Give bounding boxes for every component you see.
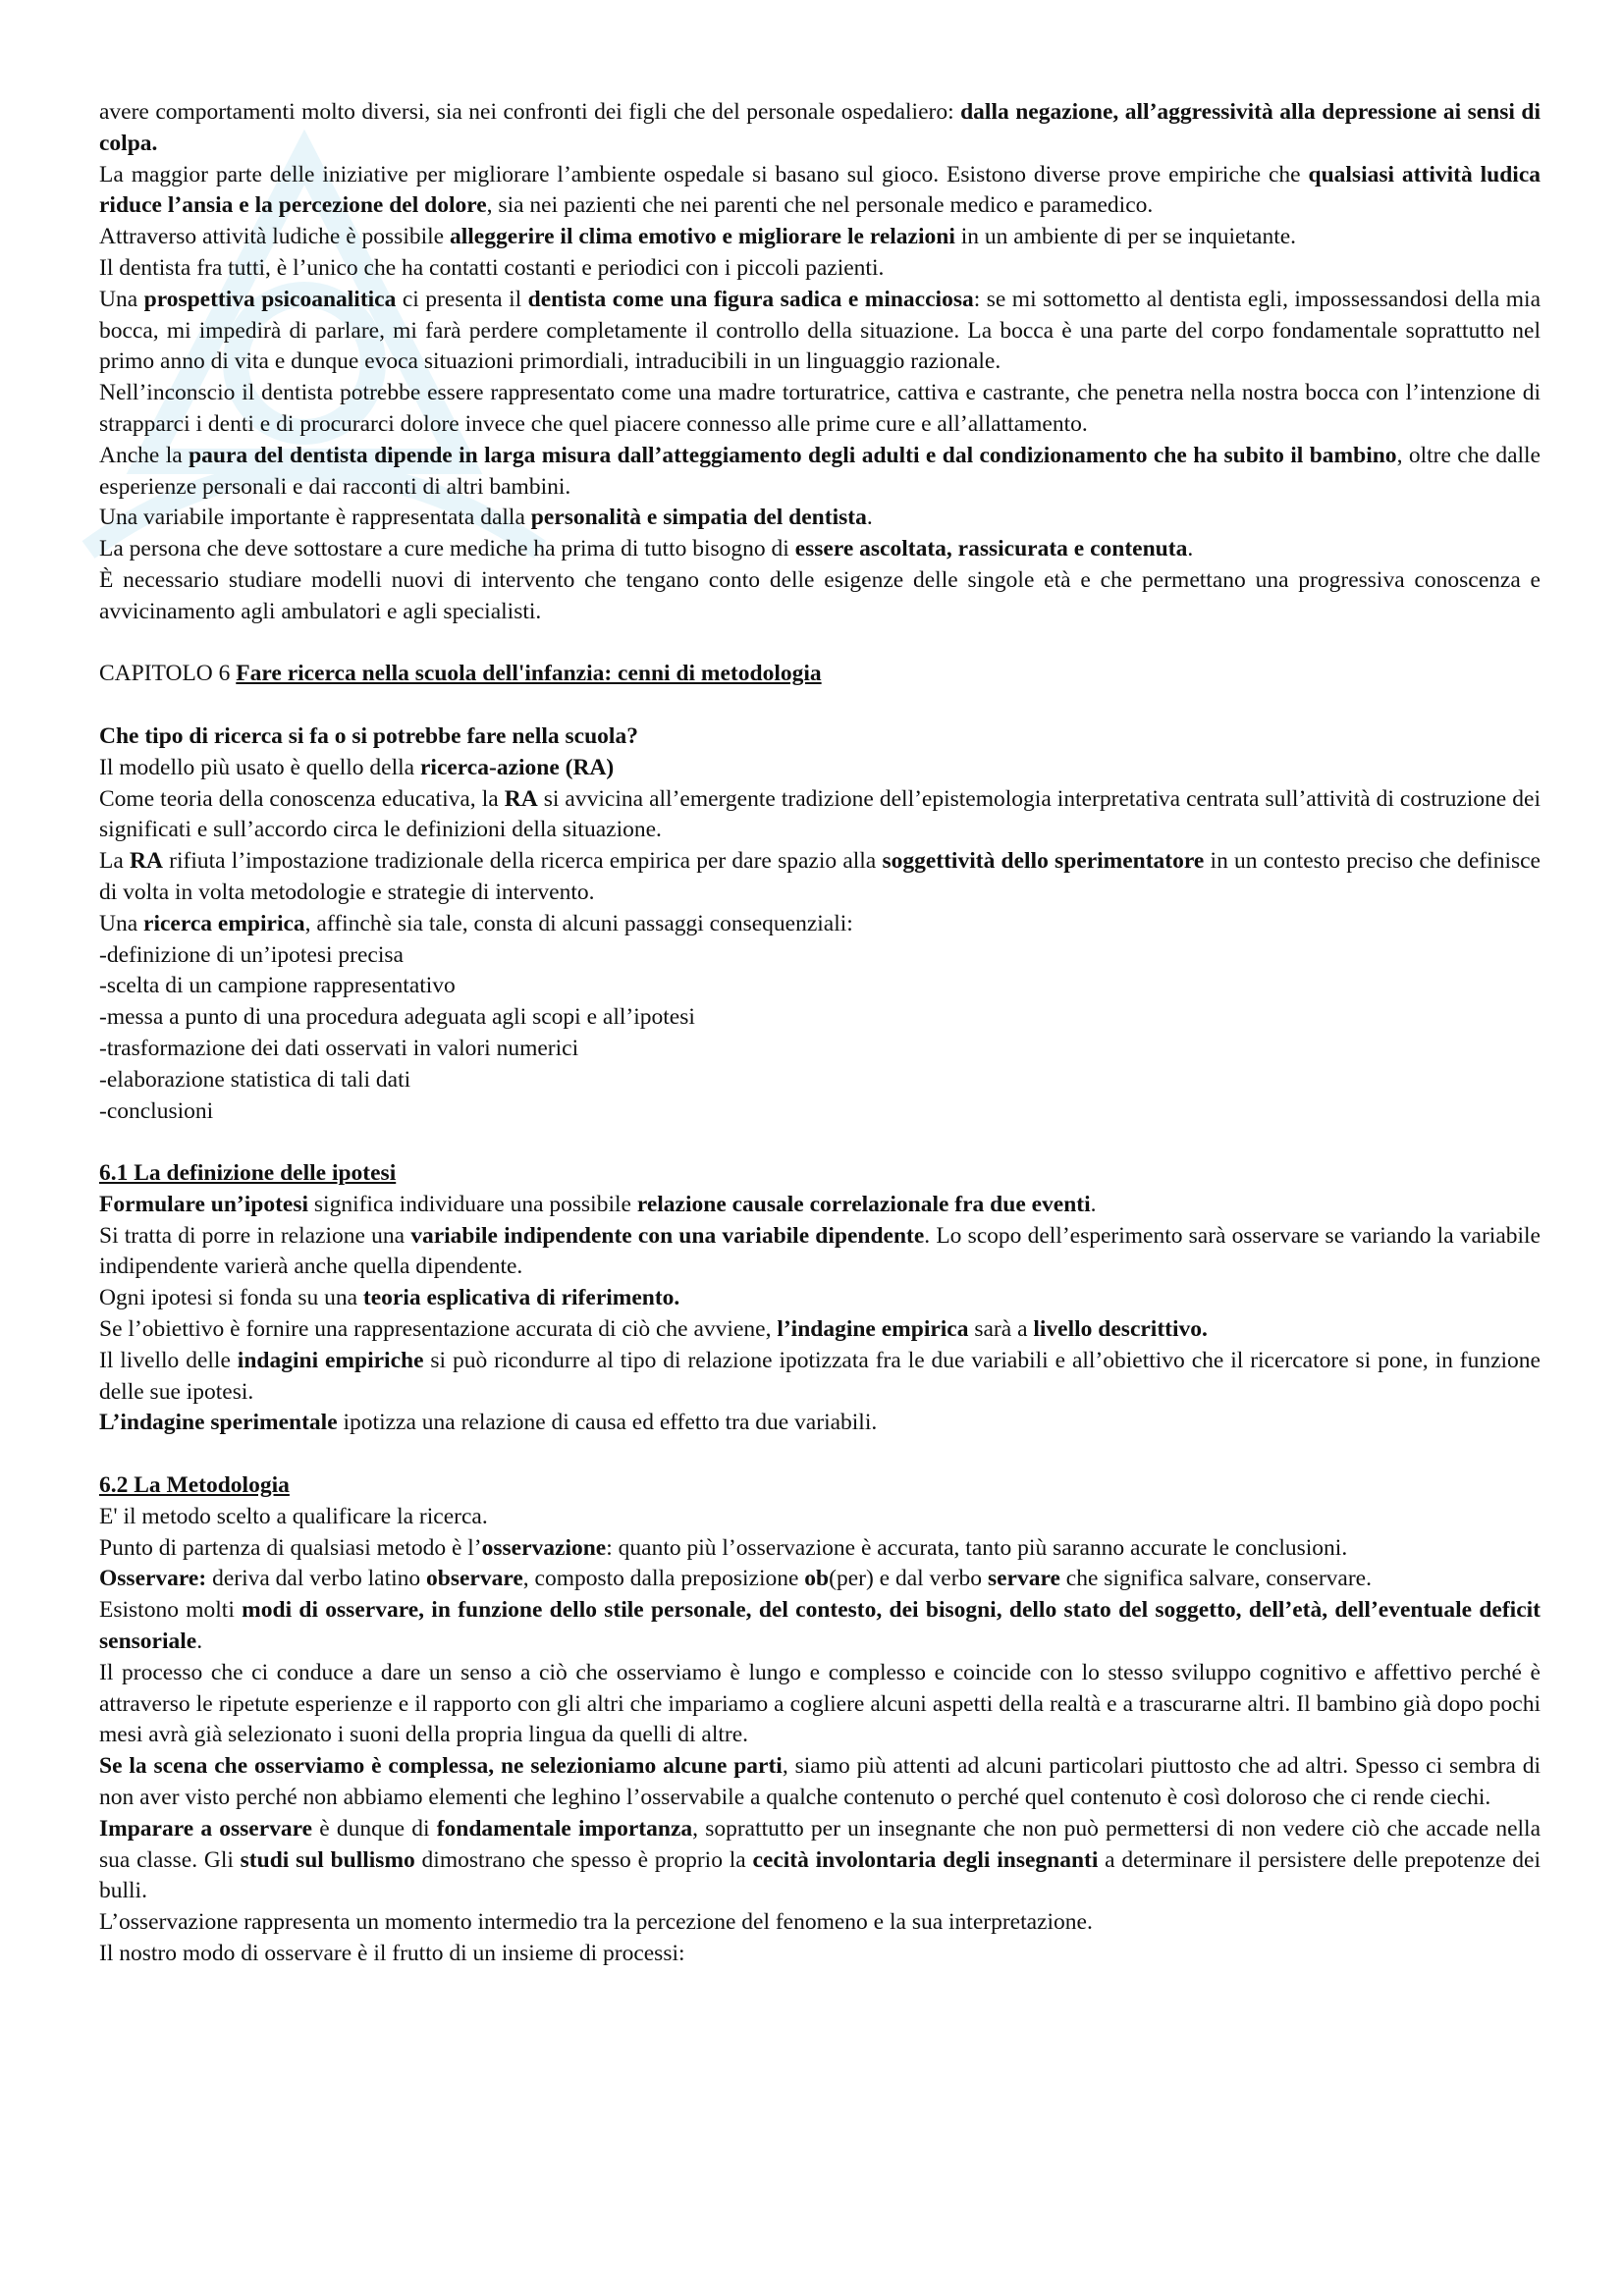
paragraph: Anche la paura del dentista dipende in larga misura dall’atteggiamento degli adulti e dal condizionamento che ha subito il bambino, oltre che dalle esperienze personali e dai racconti di altri bambini. xyxy=(99,442,1541,500)
paragraph: Imparare a osservare è dunque di fondamentale importanza, soprattutto per un insegnante che non può permettersi di non vedere ciò che accade nella sua classe. Gli studi sul bullismo dimostrano che spesso è proprio la cecità involontaria degli insegnanti a determinare il persistere delle prepotenze dei bulli. xyxy=(99,1815,1542,1904)
paragraph: L’indagine sperimentale ipotizza una relazione di causa ed effetto tra due variabili. xyxy=(99,1410,878,1436)
paragraph: Il processo che ci conduce a dare un senso a ciò che osserviamo è lungo e complesso e coincide con lo stesso sviluppo cognitivo e affettivo perché è attraverso le ripetute esperienze e il rapporto con gli altri che impariamo a cogliere alcuni aspetti della realtà e a trascurarne altri. Il bambino già dopo pochi mesi avrà già selezionato i suoni della propria lingua da quelli di altre. xyxy=(99,1659,1541,1748)
document-page xyxy=(99,97,1541,1970)
paragraph: La maggior parte delle iniziative per migliorare l’ambiente ospedale si basano sul gioco. Esistono diverse prove empiriche che qualsiasi attività ludica riduce l’ansia e la percezione del dolore, sia nei pazienti che nei parenti che nel personale medico e paramedico. xyxy=(99,161,1542,219)
paragraph: È necessario studiare modelli nuovi di intervento che tengano conto delle esigenze delle singole età e che permettano una progressiva conoscenza e avvicinamento agli ambulatori e agli specialisti. xyxy=(99,566,1541,624)
section-heading-6-2: 6.2 La Metodologia xyxy=(99,1472,290,1499)
paragraph: Come teoria della conoscenza educativa, la RA si avvicina all’emergente tradizione dell’epistemologia interpretativa centrata sull’attività di costruzione dei significati e sull’accordo circa le definizioni della situazione. xyxy=(99,785,1541,843)
paragraph: Il nostro modo di osservare è il frutto di un insieme di processi: xyxy=(99,1941,685,1967)
paragraph: Esistono molti modi di osservare, in funzione dello stile personale, del contesto, dei bisogni, dello stato del soggetto, dell’età, dell’eventuale deficit sensoriale. xyxy=(99,1597,1541,1655)
list-item: -scelta di un campione rappresentativo xyxy=(99,973,456,999)
paragraph: La RA rifiuta l’impostazione tradizionale della ricerca empirica per dare spazio alla soggettività dello sperimentatore in un contesto preciso che definisce di volta in volta metodologie e strategie di intervento. xyxy=(99,848,1541,905)
list-item: -messa a punto di una procedura adeguata agli scopi e all’ipotesi xyxy=(99,1004,695,1031)
paragraph: E' il metodo scelto a qualificare la ricerca. xyxy=(99,1503,488,1529)
paragraph: La persona che deve sottostare a cure mediche ha prima di tutto bisogno di essere ascoltata, rassicurata e contenuta. xyxy=(99,536,1194,562)
paragraph: Il livello delle indagini empiriche si può ricondurre al tipo di relazione ipotizzata fra le due variabili e all’obiettivo che il ricercatore si pone, in funzione delle sue ipotesi. xyxy=(99,1347,1541,1405)
chapter-title: Fare ricerca nella scuola dell'infanzia: cenni di metodologia xyxy=(236,661,822,687)
paragraph: Una variabile importante è rappresentata dalla personalità e simpatia del dentista. xyxy=(99,505,873,531)
chapter-heading xyxy=(99,659,1541,690)
paragraph: Attraverso attività ludiche è possibile alleggerire il clima emotivo e migliorare le relazioni in un ambiente di per se inquietante. xyxy=(99,224,1297,250)
paragraph: Se la scena che osserviamo è complessa, ne selezioniamo alcune parti, siamo più attenti ad alcuni particolari piuttosto che ad altri. Spesso ci sembra di non aver visto perché non abbiamo elementi che leghino l’osservabile a qualche contenuto o perché quel contenuto è così doloroso che ci rende ciechi. xyxy=(99,1753,1541,1811)
paragraph: Una ricerca empirica, affinchè sia tale, consta di alcuni passaggi consequenziali: xyxy=(99,910,853,936)
list-item: -definizione di un’ipotesi precisa xyxy=(99,941,404,968)
paragraph: Se l’obiettivo è fornire una rappresentazione accurata di ciò che avviene, l’indagine empirica sarà a livello descrittivo. xyxy=(99,1316,1208,1343)
paragraph: Una prospettiva psicoanalitica ci presenta il dentista come una figura sadica e minacciosa: se mi sottometto al dentista egli, impossessandosi della mia bocca, mi impedirà di parlare, mi farà perdere completamente il controllo della situazione. La bocca è una parte del corpo fondamentale soprattutto nel primo anno di vita e dunque evoca situazioni primordiali, intraducibili in un linguaggio razionale. xyxy=(99,286,1541,375)
section-heading-6-1: 6.1 La definizione delle ipotesi xyxy=(99,1160,397,1187)
paragraph: Osservare: deriva dal verbo latino observare, composto dalla preposizione ob(per) e dal verbo servare che significa salvare, conservare. xyxy=(99,1566,1372,1592)
paragraph: L’osservazione rappresenta un momento intermedio tra la percezione del fenomeno e la sua interpretazione. xyxy=(99,1909,1093,1936)
question-heading: Che tipo di ricerca si fa o si potrebbe fare nella scuola? xyxy=(99,722,638,749)
paragraph: Ogni ipotesi si fonda su una teoria esplicativa di riferimento. xyxy=(99,1285,680,1311)
paragraph: Nell’inconscio il dentista potrebbe essere rappresentato come una madre torturatrice, cattiva e castrante, che penetra nella nostra bocca con l’intenzione di strapparci i denti e di procurarci dolore invece che quel piacere connesso alle prime cure e all’allattamento. xyxy=(99,380,1541,437)
paragraph: Il modello più usato è quello della ricerca-azione (RA) xyxy=(99,754,615,780)
paragraph: Formulare un’ipotesi significa individuare una possibile relazione causale correlazionale fra due eventi. xyxy=(99,1191,1097,1217)
list-item: -trasformazione dei dati osservati in valori numerici xyxy=(99,1035,579,1061)
paragraph: Il dentista fra tutti, è l’unico che ha contatti costanti e periodici con i piccoli pazienti. xyxy=(99,254,885,281)
paragraph: avere comportamenti molto diversi, sia nei confronti dei figli che del personale ospedaliero: dalla negazione, all’aggressività alla depressione ai sensi di colpa. xyxy=(99,99,1541,156)
list-item: -elaborazione statistica di tali dati xyxy=(99,1066,411,1093)
paragraph: Si tratta di porre in relazione una variabile indipendente con una variabile dipendente. Lo scopo dell’esperimento sarà osservare se variando la variabile indipendente varierà anche quella dipendente. xyxy=(99,1222,1541,1280)
list-item: -conclusioni xyxy=(99,1097,214,1124)
paragraph: Punto di partenza di qualsiasi metodo è l’osservazione: quanto più l’osservazione è accurata, tanto più saranno accurate le conclusioni. xyxy=(99,1534,1348,1561)
chapter-label: CAPITOLO 6 xyxy=(99,661,237,687)
